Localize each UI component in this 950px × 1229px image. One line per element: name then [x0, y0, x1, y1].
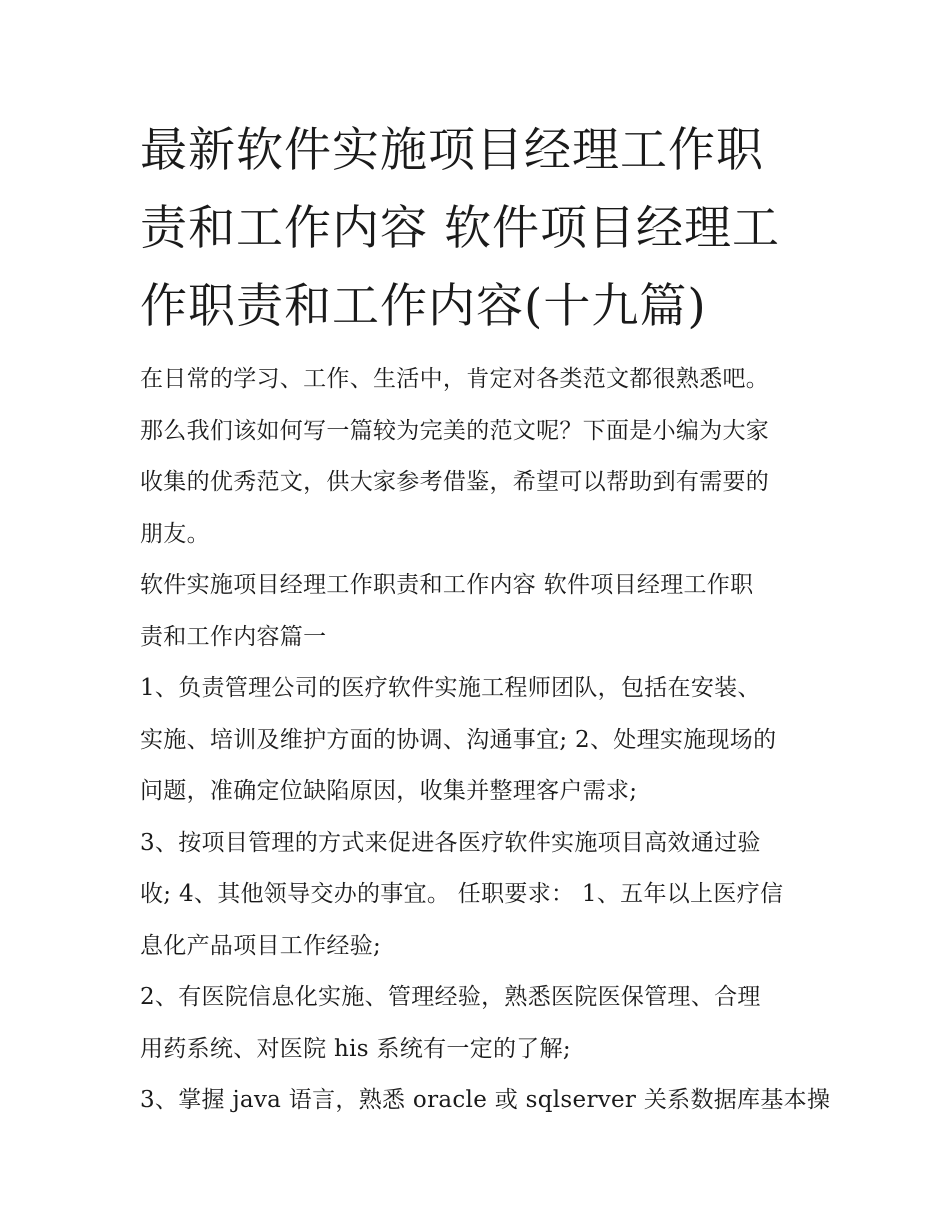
- section-heading: [140, 560, 812, 663]
- requirement-paragraph: [140, 972, 812, 1075]
- text-line: 那么我们该如何写一篇较为完美的范文呢？下面是小编为大家: [140, 417, 770, 444]
- text-line: 责和工作内容篇一: [140, 623, 327, 650]
- title-line: 作职责和工作内容(十九篇): [140, 279, 707, 334]
- duty-paragraph: [140, 818, 812, 973]
- title-line: 责和工作内容 软件项目经理工: [140, 201, 780, 256]
- intro-paragraph: [140, 354, 812, 560]
- document-body: [140, 354, 831, 1127]
- requirement-paragraph: [140, 1075, 831, 1127]
- text-line: 2、有医院信息化实施、管理经验，熟悉医院医保管理、合理: [140, 984, 761, 1010]
- text-line: 软件实施项目经理工作职责和工作内容 软件项目经理工作职: [140, 572, 754, 598]
- title-line: 最新软件实施项目经理工作职: [140, 123, 764, 178]
- text-line: 在日常的学习、工作、生活中，肯定对各类范文都很熟悉吧。: [140, 366, 770, 392]
- text-line: 收; 4、其他领导交办的事宜。 任职要求： 1、五年以上医疗信: [140, 881, 784, 907]
- text-line: 息化产品项目工作经验;: [140, 932, 382, 959]
- text-line: 问题，准确定位缺陷原因，收集并整理客户需求;: [140, 778, 638, 804]
- text-line: 3、掌握 java 语言，熟悉 oracle 或 sqlserver 关系数据库基本操: [140, 1087, 831, 1113]
- text-line: 3、按项目管理的方式来促进各医疗软件实施项目高效通过验: [140, 829, 761, 856]
- document-page: [140, 112, 831, 1127]
- text-line: 1、负责管理公司的医疗软件实施工程师团队，包括在安装、: [140, 675, 761, 701]
- text-line: 收集的优秀范文，供大家参考借鉴，希望可以帮助到有需要的: [140, 469, 770, 495]
- text-line: 朋友。: [140, 520, 210, 547]
- duty-paragraph: [140, 663, 812, 818]
- document-title: [140, 112, 812, 346]
- text-line: 用药系统、对医院 his 系统有一定的了解;: [140, 1035, 571, 1062]
- text-line: 实施、培训及维护方面的协调、沟通事宜; 2、处理实施现场的: [140, 726, 777, 753]
